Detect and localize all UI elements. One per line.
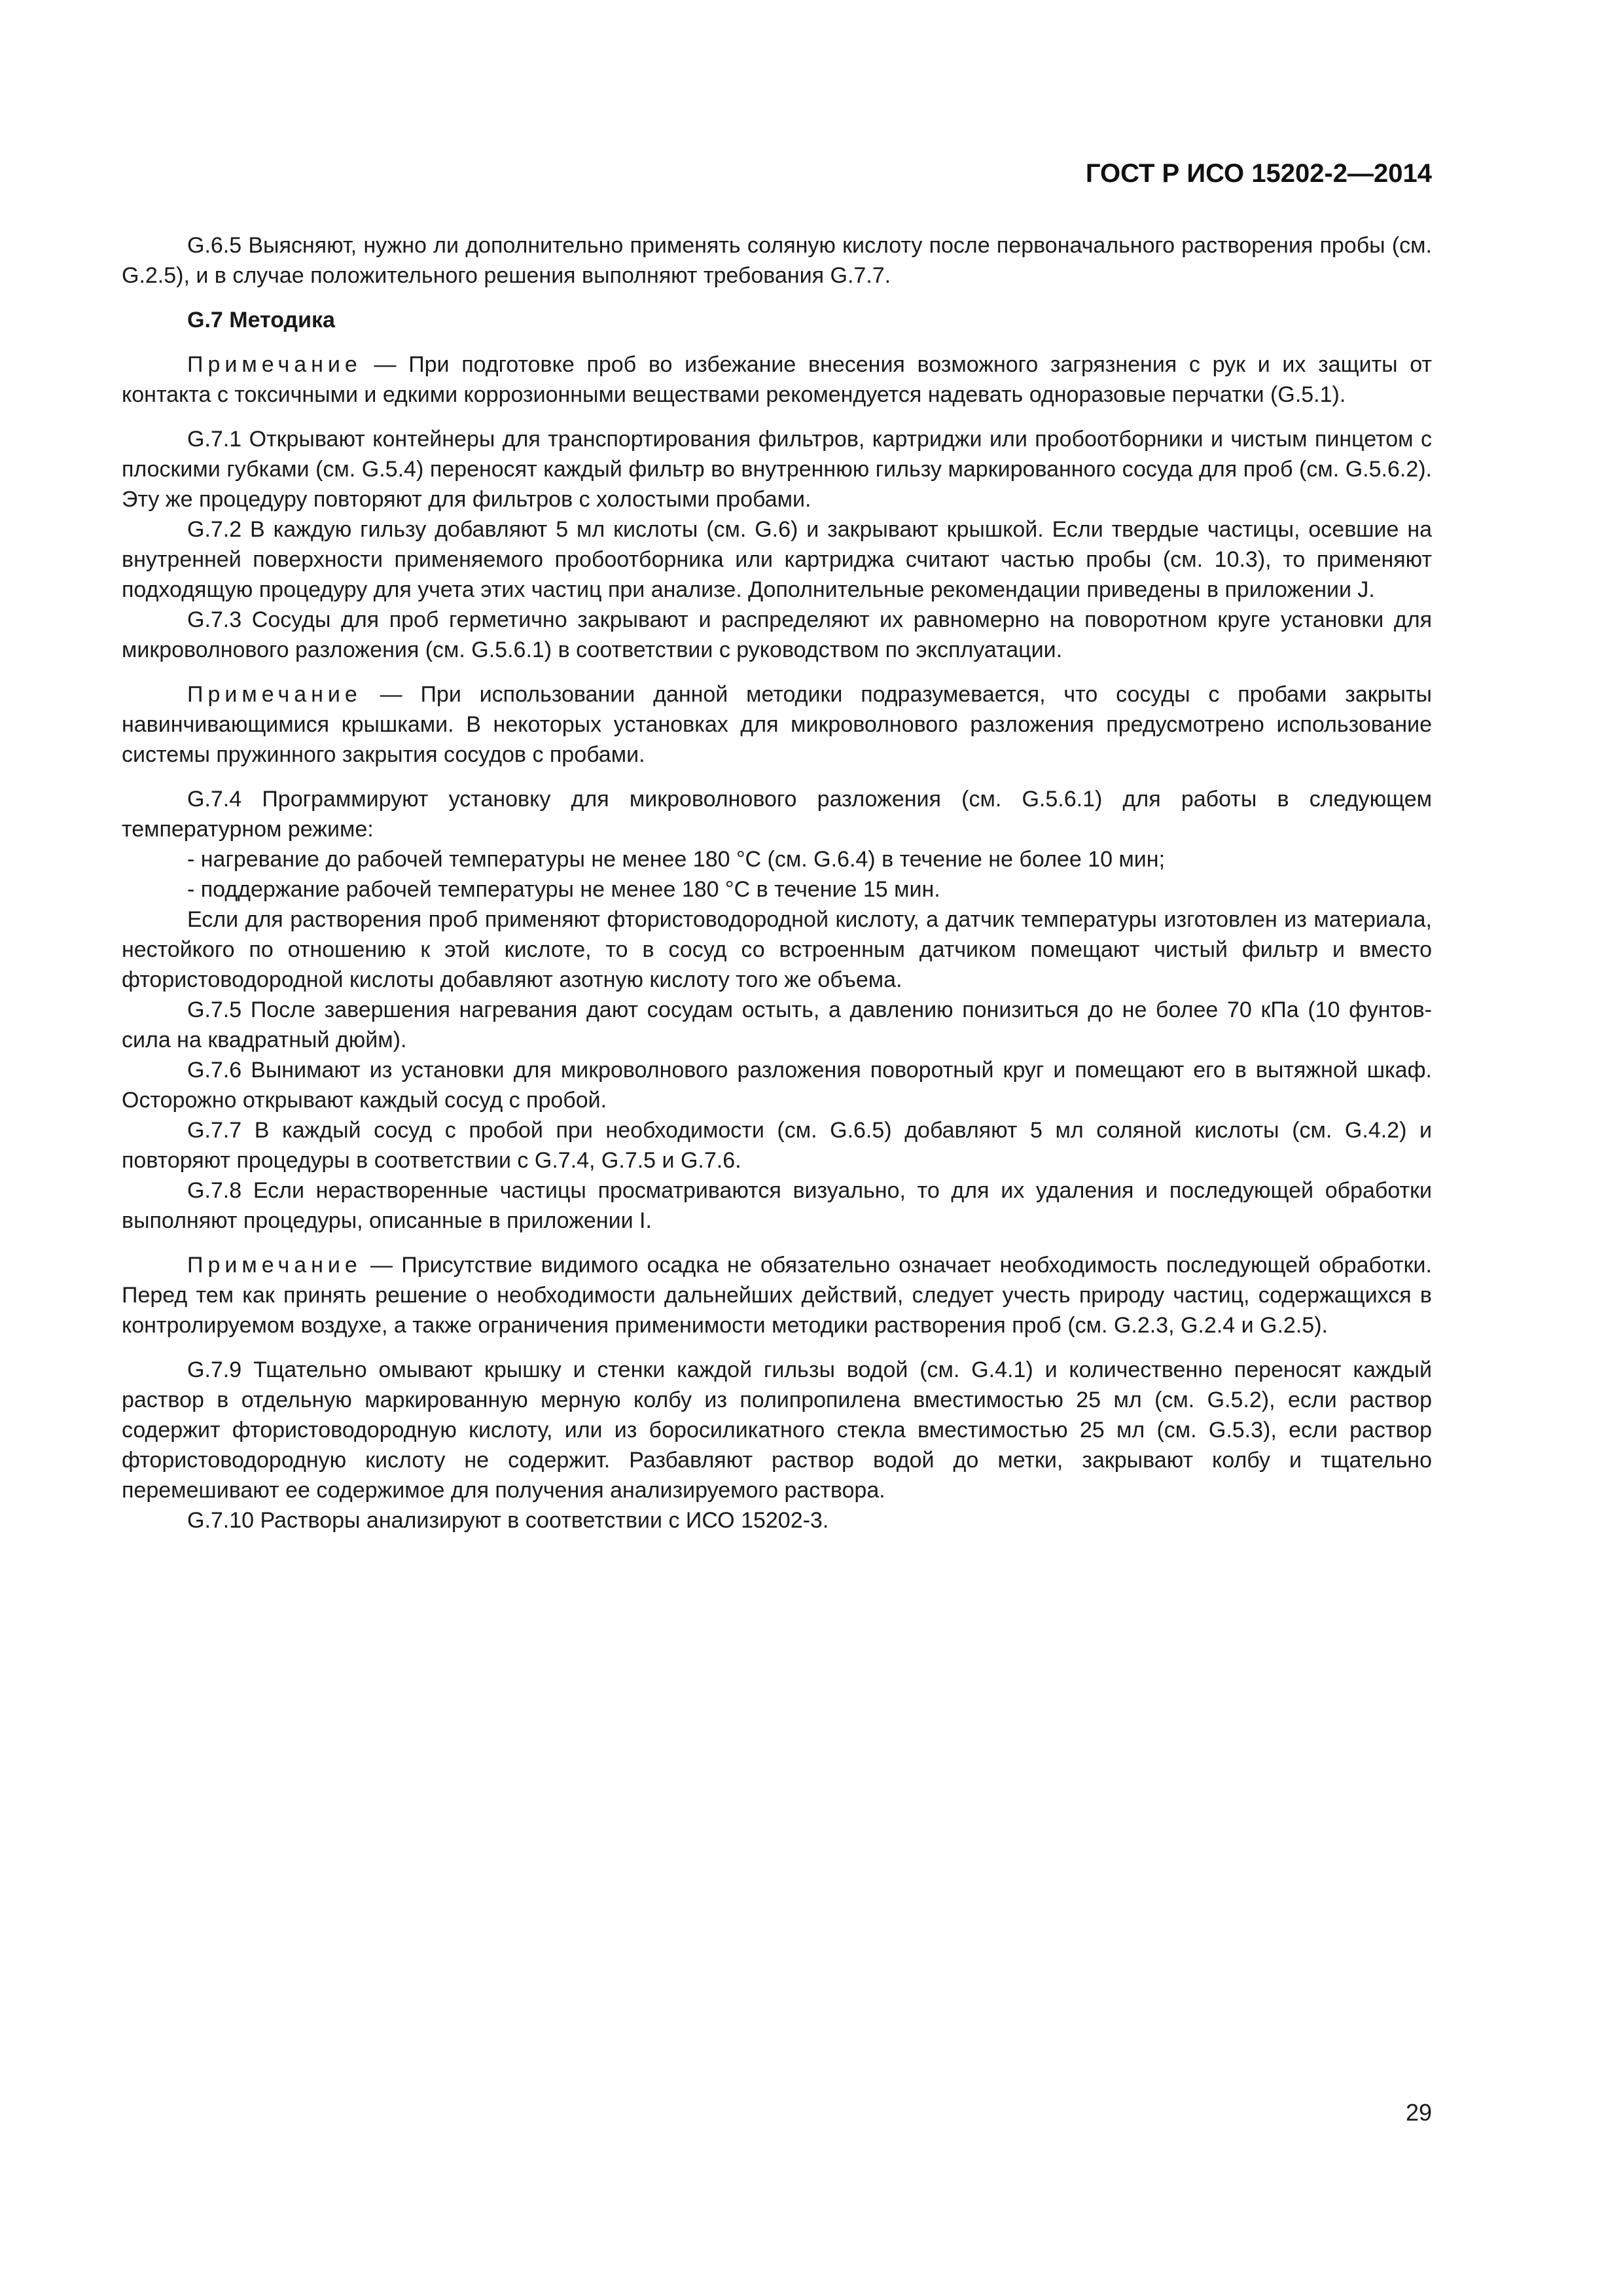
note-2 (122, 679, 1432, 770)
clause-g7-4: G.7.4 Программируют установку для микроволнового разложения (см. G.5.6.1) для работы в следующем температурном режиме: (122, 787, 1432, 842)
clause-g7-9: G.7.9 Тщательно омывают крышку и стенки каждой гильзы водой (см. G.4.1) и количественно переносят каждый раствор в отдельную маркированную мерную колбу из полипропилена вместимостью 25 мл (см. G.5.2), если раствор содержит фтористоводородную кислоту, или из боросиликатного стекла вместимостью 25 мл (см. G.5.3), если раствор фтористоводородную кислоту не содержит. Разбавляют раствор водой до метки, закрывают колбу и тщательно перемешивают ее содержимое для получения анализируемого раствора. (122, 1357, 1432, 1503)
note-1-text: — При подготовке проб во избежание внесения возможного загрязнения с рук и их защиты от контакта с токсичными и едкими коррозионными веществами рекомендуется надевать одноразовые перчатки (G.5.1). (122, 352, 1432, 407)
note-1 (122, 350, 1432, 410)
clause-g7-10: G.7.10 Растворы анализируют в соответствии с ИСО 15202-3. (187, 1508, 829, 1533)
standard-code-header: ГОСТ Р ИСО 15202-2—2014 (1085, 159, 1432, 188)
clause-g7-7: G.7.7 В каждый сосуд с пробой при необходимости (см. G.6.5) добавляют 5 мл соляной кислоты (см. G.4.2) и повторяют процедуры в соответствии с G.7.4, G.7.5 и G.7.6. (122, 1118, 1432, 1173)
document-body (122, 230, 1432, 1535)
clause-g7-8: G.7.8 Если нерастворенные частицы просматриваются визуально, то для их удаления и последующей обработки выполняют процедуры, описанные в приложении I. (122, 1178, 1432, 1233)
note-label: Примечание (187, 682, 362, 707)
clause-g6-5: G.6.5 Выясняют, нужно ли дополнительно применять соляную кислоту после первоначального растворения пробы (см. G.2.5), и в случае положительного решения выполняют требования G.7.7. (122, 233, 1432, 288)
note-3-text: — Присутствие видимого осадка не обязательно означает необходимость последующей обработки. Перед тем как принять решение о необходимости дальнейших действий, следует учесть природу частиц, содержащихся в контролируемом воздухе, а также ограничения применимости методики растворения проб (см. G.2.3, G.2.4 и G.2.5). (122, 1253, 1432, 1338)
clause-g7-3: G.7.3 Сосуды для проб герметично закрывают и распределяют их равномерно на поворотном круге установки для микроволнового разложения (см. G.5.6.1) в соответствии с руководством по эксплуатации. (122, 607, 1432, 662)
clause-g7-6: G.7.6 Вынимают из установки для микроволнового разложения поворотный круг и помещают его в вытяжной шкаф. Осторожно открывают каждый сосуд с пробой. (122, 1058, 1432, 1113)
clause-g7-1: G.7.1 Открывают контейнеры для транспортирования фильтров, картриджи или пробоотборники и чистым пинцетом с плоскими губками (см. G.5.4) переносят каждый фильтр во внутреннюю гильзу маркированного сосуда для проб (см. G.5.6.2). Эту же процедуру повторяют для фильтров с холостыми пробами. (122, 427, 1432, 512)
page-number: 29 (1405, 2099, 1432, 2126)
section-title-g7: G.7 Методика (187, 308, 335, 332)
note-label: Примечание (187, 352, 362, 377)
list-item: - нагревание до рабочей температуры не менее 180 °С (см. G.6.4) в течение не более 10 мин; (187, 847, 1166, 872)
clause-g7-5: G.7.5 После завершения нагревания дают сосудам остыть, а давлению понизиться до не более 70 кПа (10 фунтов-сила на квадратный дюйм). (122, 997, 1432, 1052)
note-3 (122, 1250, 1432, 1340)
list-item: - поддержание рабочей температуры не менее 180 °С в течение 15 мин. (187, 877, 940, 902)
note-2-text: — При использовании данной методики подразумевается, что сосуды с пробами закрыты навинчивающимися крышками. В некоторых установках для микроволнового разложения предусмотрено использование системы пружинного закрытия сосудов с пробами. (122, 682, 1432, 767)
clause-g7-4-continuation: Если для растворения проб применяют фтористоводородной кислоту, а датчик температуры изготовлен из материала, нестойкого по отношению к этой кислоте, то в сосуд со встроенным датчиком помещают чистый фильтр и вместо фтористоводородной кислоты добавляют азотную кислоту того же объема. (122, 907, 1432, 992)
note-label: Примечание (187, 1253, 362, 1278)
clause-g7-2: G.7.2 В каждую гильзу добавляют 5 мл кислоты (см. G.6) и закрывают крышкой. Если твердые частицы, осевшие на внутренней поверхности применяемого пробоотборника или картриджа считают частью пробы (см. 10.3), то применяют подходящую процедуру для учета этих частиц при анализе. Дополнительные рекомендации приведены в приложении J. (122, 517, 1432, 602)
